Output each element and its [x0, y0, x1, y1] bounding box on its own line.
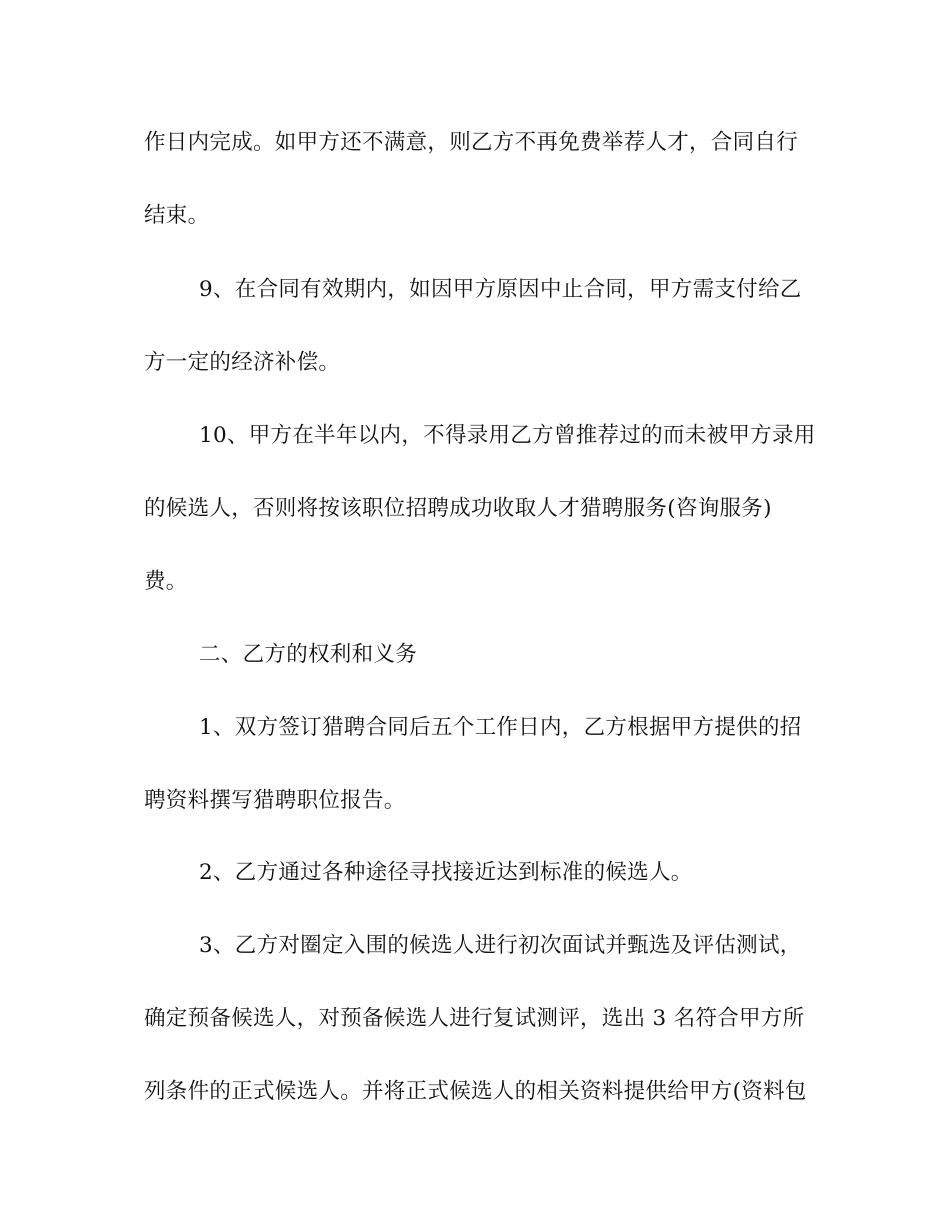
paragraph-line: 9、在合同有效期内，如因甲方原因中止合同，甲方需支付给乙	[199, 277, 802, 302]
paragraph-line: 的候选人，否则将按该职位招聘成功收取人才猎聘服务(咨询服务)	[144, 496, 772, 521]
paragraph-line: 2、乙方通过各种途径寻找接近达到标准的候选人。	[199, 860, 693, 885]
paragraph-line: 确定预备候选人，对预备候选人进行复试测评，选出 3 名符合甲方所	[144, 1006, 805, 1031]
paragraph-line: 列条件的正式候选人。并将正式候选人的相关资料提供给甲方(资料包	[144, 1079, 807, 1104]
paragraph-line: 方一定的经济补偿。	[144, 350, 341, 375]
paragraph-line: 费。	[144, 569, 188, 594]
paragraph-line: 聘资料撰写猎聘职位报告。	[144, 788, 406, 813]
paragraph-line: 3、乙方对圈定入围的候选人进行初次面试并甄选及评估测试，	[199, 933, 802, 958]
paragraph-line: 结束。	[144, 203, 210, 228]
paragraph-line: 作日内完成。如甲方还不满意，则乙方不再免费举荐人才，合同自行	[144, 130, 799, 155]
paragraph-line: 1、双方签订猎聘合同后五个工作日内，乙方根据甲方提供的招	[199, 715, 802, 740]
section-heading: 二、乙方的权利和义务	[199, 642, 418, 667]
paragraph-line: 10、甲方在半年以内，不得录用乙方曾推荐过的而未被甲方录用	[199, 423, 816, 448]
